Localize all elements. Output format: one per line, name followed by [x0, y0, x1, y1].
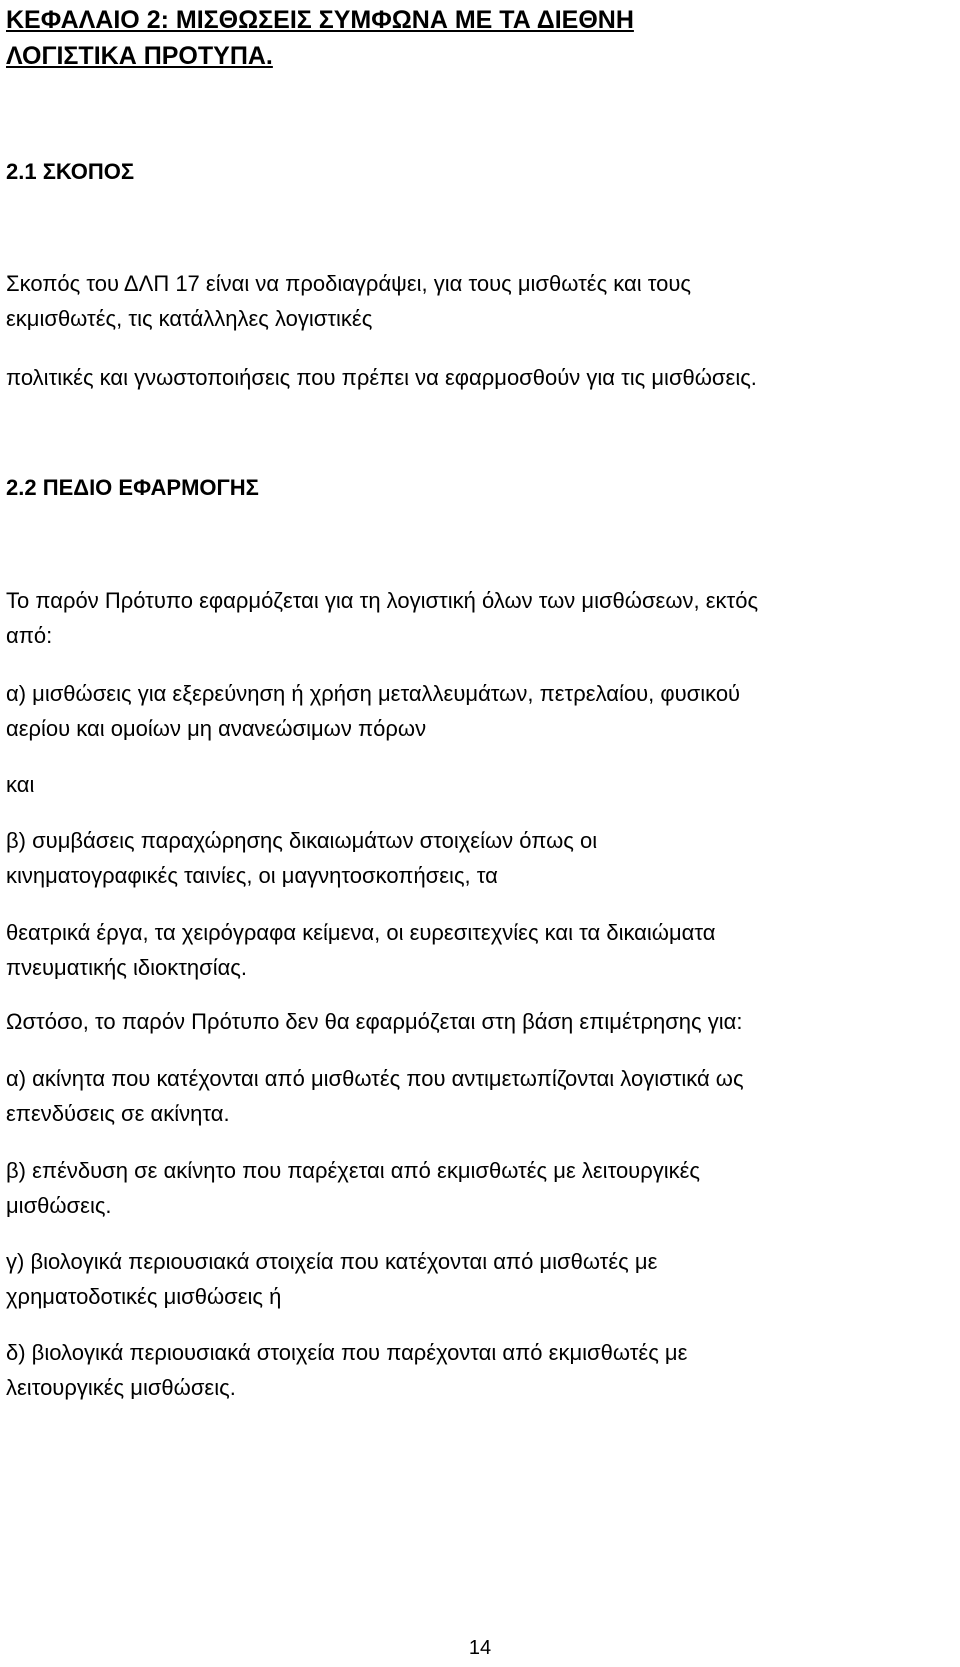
list-item-line: β) συμβάσεις παραχώρησης δικαιωμάτων στοιχείων όπως οι — [6, 828, 598, 853]
list-item-line: δ) βιολογικά περιουσιακά στοιχεία που παρέχονται από εκμισθωτές με — [6, 1340, 688, 1365]
paragraph-line: από: — [6, 623, 53, 648]
list-item-line: α) μισθώσεις για εξερεύνηση ή χρήση μεταλλευμάτων, πετρελαίου, φυσικού — [6, 681, 741, 706]
paragraph-line: Το παρόν Πρότυπο εφαρμόζεται για τη λογιστική όλων των μισθώσεων, εκτός — [6, 588, 759, 613]
list-item-line: θεατρικά έργα, τα χειρόγραφα κείμενα, οι ευρεσιτεχνίες και τα δικαιώματα — [6, 920, 716, 945]
list-item-line: αερίου και ομοίων μη ανανεώσιμων πόρων — [6, 716, 427, 741]
list-item-line: χρηματοδοτικές μισθώσεις ή — [6, 1284, 282, 1309]
list-item-line: μισθώσεις. — [6, 1193, 112, 1218]
list-item-line: α) ακίνητα που κατέχονται από μισθωτές που αντιμετωπίζονται λογιστικά ως — [6, 1066, 744, 1091]
chapter-title-line-1: ΚΕΦΑΛΑΙΟ 2: ΜΙΣΘΩΣΕΙΣ ΣΥΜΦΩΝΑ ΜΕ ΤΑ ΔΙΕΘΝΗ — [6, 6, 634, 34]
paragraph-line: και — [6, 772, 35, 797]
list-item-line: επενδύσεις σε ακίνητα. — [6, 1101, 230, 1126]
section-heading-scope-of-application: 2.2 ΠΕΔΙΟ ΕΦΑΡΜΟΓΗΣ — [6, 475, 259, 500]
section-heading-scope: 2.1 ΣΚΟΠΟΣ — [6, 159, 135, 184]
list-item-line: πνευματικής ιδιοκτησίας. — [6, 955, 248, 980]
page-number: 14 — [468, 1637, 492, 1659]
chapter-title-line-2: ΛΟΓΙΣΤΙΚΑ ΠΡΟΤΥΠΑ. — [6, 42, 273, 70]
paragraph-line: πολιτικές και γνωστοποιήσεις που πρέπει να εφαρμοσθούν για τις μισθώσεις. — [6, 365, 757, 390]
paragraph-line: Σκοπός του ΔΛΠ 17 είναι να προδιαγράψει, για τους μισθωτές και τους — [6, 271, 691, 296]
list-item-line: λειτουργικές μισθώσεις. — [6, 1375, 236, 1400]
list-item-line: β) επένδυση σε ακίνητο που παρέχεται από εκμισθωτές με λειτουργικές — [6, 1158, 701, 1183]
paragraph-line: εκμισθωτές, τις κατάλληλες λογιστικές — [6, 306, 373, 331]
list-item-line: κινηματογραφικές ταινίες, οι μαγνητοσκοπήσεις, τα — [6, 863, 498, 888]
paragraph-line: Ωστόσο, το παρόν Πρότυπο δεν θα εφαρμόζεται στη βάση επιμέτρησης για: — [6, 1009, 743, 1034]
list-item-line: γ) βιολογικά περιουσιακά στοιχεία που κατέχονται από μισθωτές με — [6, 1249, 658, 1274]
